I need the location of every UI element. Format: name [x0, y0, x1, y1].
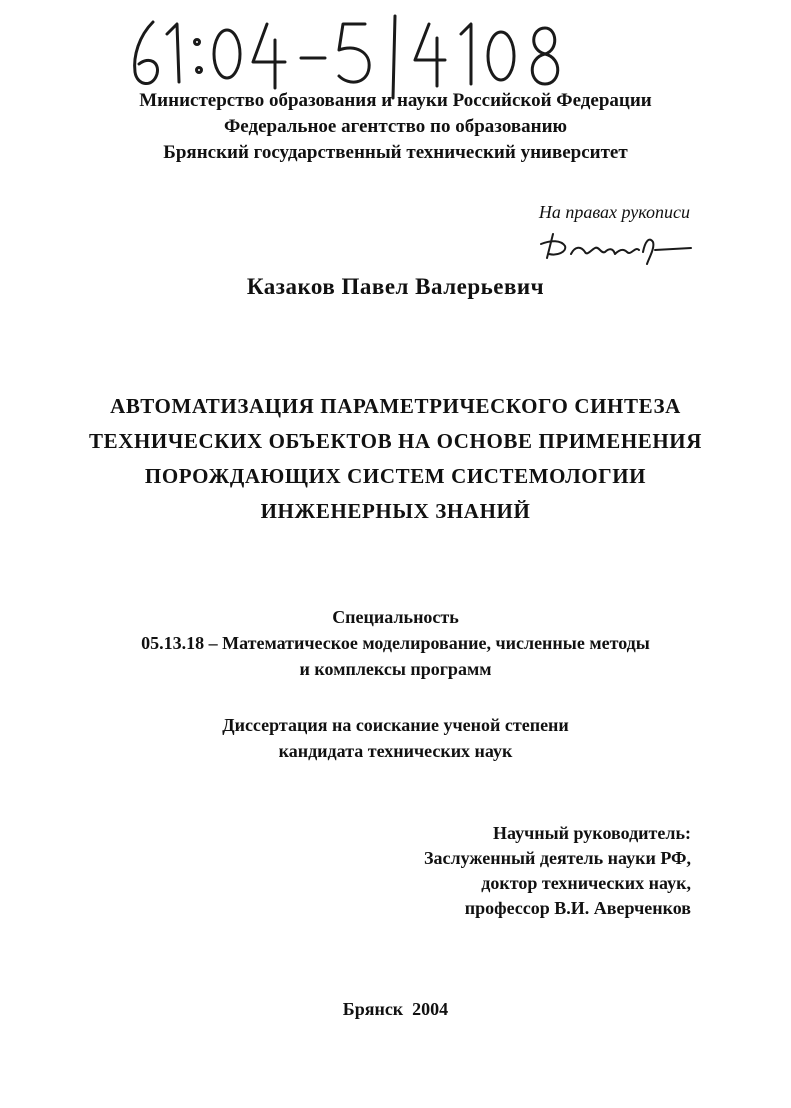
thesis-title-line: ПОРОЖДАЮЩИХ СИСТЕМ СИСТЕМОЛОГИИ [144, 464, 647, 488]
specialty-code: 05.13.18 – Математическое моделирование, численные методы [141, 633, 650, 653]
supervisor-degree: доктор технических наук, [481, 873, 691, 893]
agency-name: Федеральное агентство по образованию [223, 116, 568, 137]
thesis-title-line: ТЕХНИЧЕСКИХ ОБЪЕКТОВ НА ОСНОВЕ ПРИМЕНЕНИЯ [89, 429, 702, 453]
place-year: Брянск 2004 [342, 999, 449, 1019]
specialty-code-continued: и комплексы программ [299, 659, 492, 679]
university-name: Брянский государственный технический университет [163, 142, 628, 163]
specialty-label: Специальность [332, 607, 459, 627]
degree-line: Диссертация на соискание ученой степени [222, 715, 569, 735]
degree-line: кандидата технических наук [278, 741, 513, 761]
ministry-name: Министерство образования и науки Российской Федерации [139, 90, 652, 111]
supervisor-honor: Заслуженный деятель науки РФ, [424, 848, 691, 868]
author-signature [535, 228, 695, 268]
thesis-title-line: ИНЖЕНЕРНЫХ ЗНАНИЙ [260, 499, 531, 523]
author-name: Казаков Павел Валерьевич [246, 274, 545, 299]
manuscript-rights: На правах рукописи [538, 202, 690, 222]
supervisor-label: Научный руководитель: [493, 823, 691, 843]
supervisor-name: профессор В.И. Аверченков [464, 898, 691, 918]
thesis-title-line: АВТОМАТИЗАЦИЯ ПАРАМЕТРИЧЕСКОГО СИНТЕЗА [110, 394, 681, 418]
